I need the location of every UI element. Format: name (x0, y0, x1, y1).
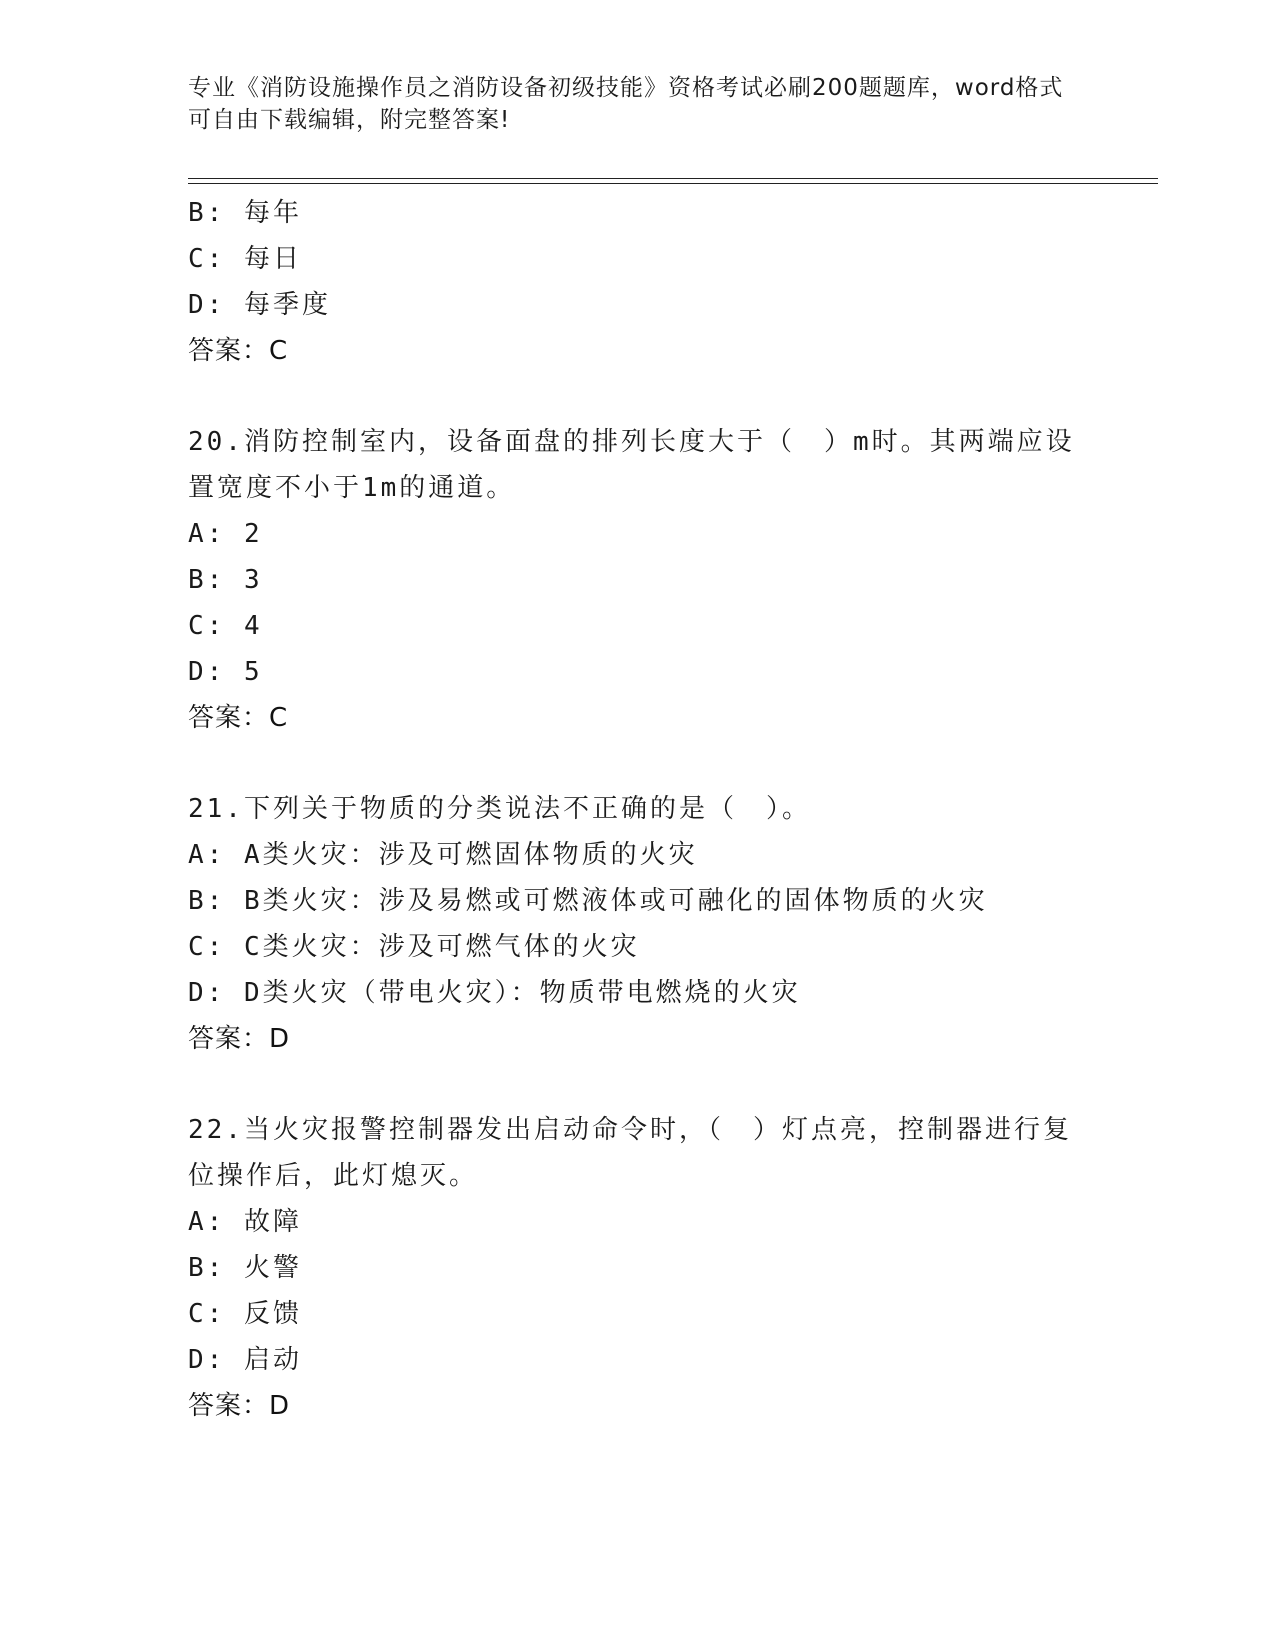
question-text: 20.消防控制室内，设备面盘的排列长度大于（ ）m时。其两端应设置宽度不小于1m的通道。 (188, 427, 1075, 503)
question-list (188, 190, 1088, 1429)
option-d: D: 每季度 (188, 290, 331, 320)
question-text: 22.当火灾报警控制器发出启动命令时，（ ）灯点亮，控制器进行复位操作后，此灯熄灭。 (188, 1115, 1072, 1191)
option-c: C: C类火灾：涉及可燃气体的火灾 (188, 932, 640, 962)
answer-line: 答案：D (188, 1024, 291, 1054)
option-d: D: 启动 (188, 1345, 302, 1375)
question-text: 21.下列关于物质的分类说法不正确的是（ ）。 (188, 794, 811, 824)
question-block-20 (188, 419, 1088, 741)
spacer (188, 1062, 1088, 1107)
spacer (188, 374, 1088, 419)
option-b: B: 每年 (188, 198, 302, 228)
option-b: B: B类火灾：涉及易燃或可燃液体或可融化的固体物质的火灾 (188, 886, 988, 916)
answer-line: 答案：D (188, 1391, 291, 1421)
question-block-22 (188, 1107, 1088, 1429)
option-c: C: 4 (188, 611, 263, 641)
option-c: C: 每日 (188, 244, 302, 274)
spacer (188, 741, 1088, 786)
prev-question-block (188, 190, 1088, 374)
header-divider-bottom (188, 183, 1158, 184)
question-block-21 (188, 786, 1088, 1062)
option-d: D: D类火灾（带电火灾）：物质带电燃烧的火灾 (188, 978, 801, 1008)
answer-line: 答案：C (188, 703, 289, 733)
option-b: B: 火警 (188, 1253, 302, 1283)
option-b: B: 3 (188, 565, 263, 595)
option-a: A: A类火灾：涉及可燃固体物质的火灾 (188, 840, 698, 870)
option-a: A: 2 (188, 519, 263, 549)
option-d: D: 5 (188, 657, 263, 687)
header-divider-top (188, 178, 1158, 179)
document-header: 专业《消防设施操作员之消防设备初级技能》资格考试必刷200题题库，word格式可自由下载编辑，附完整答案! (188, 75, 1064, 133)
answer-line: 答案：C (188, 336, 289, 366)
option-c: C: 反馈 (188, 1299, 302, 1329)
option-a: A: 故障 (188, 1207, 302, 1237)
